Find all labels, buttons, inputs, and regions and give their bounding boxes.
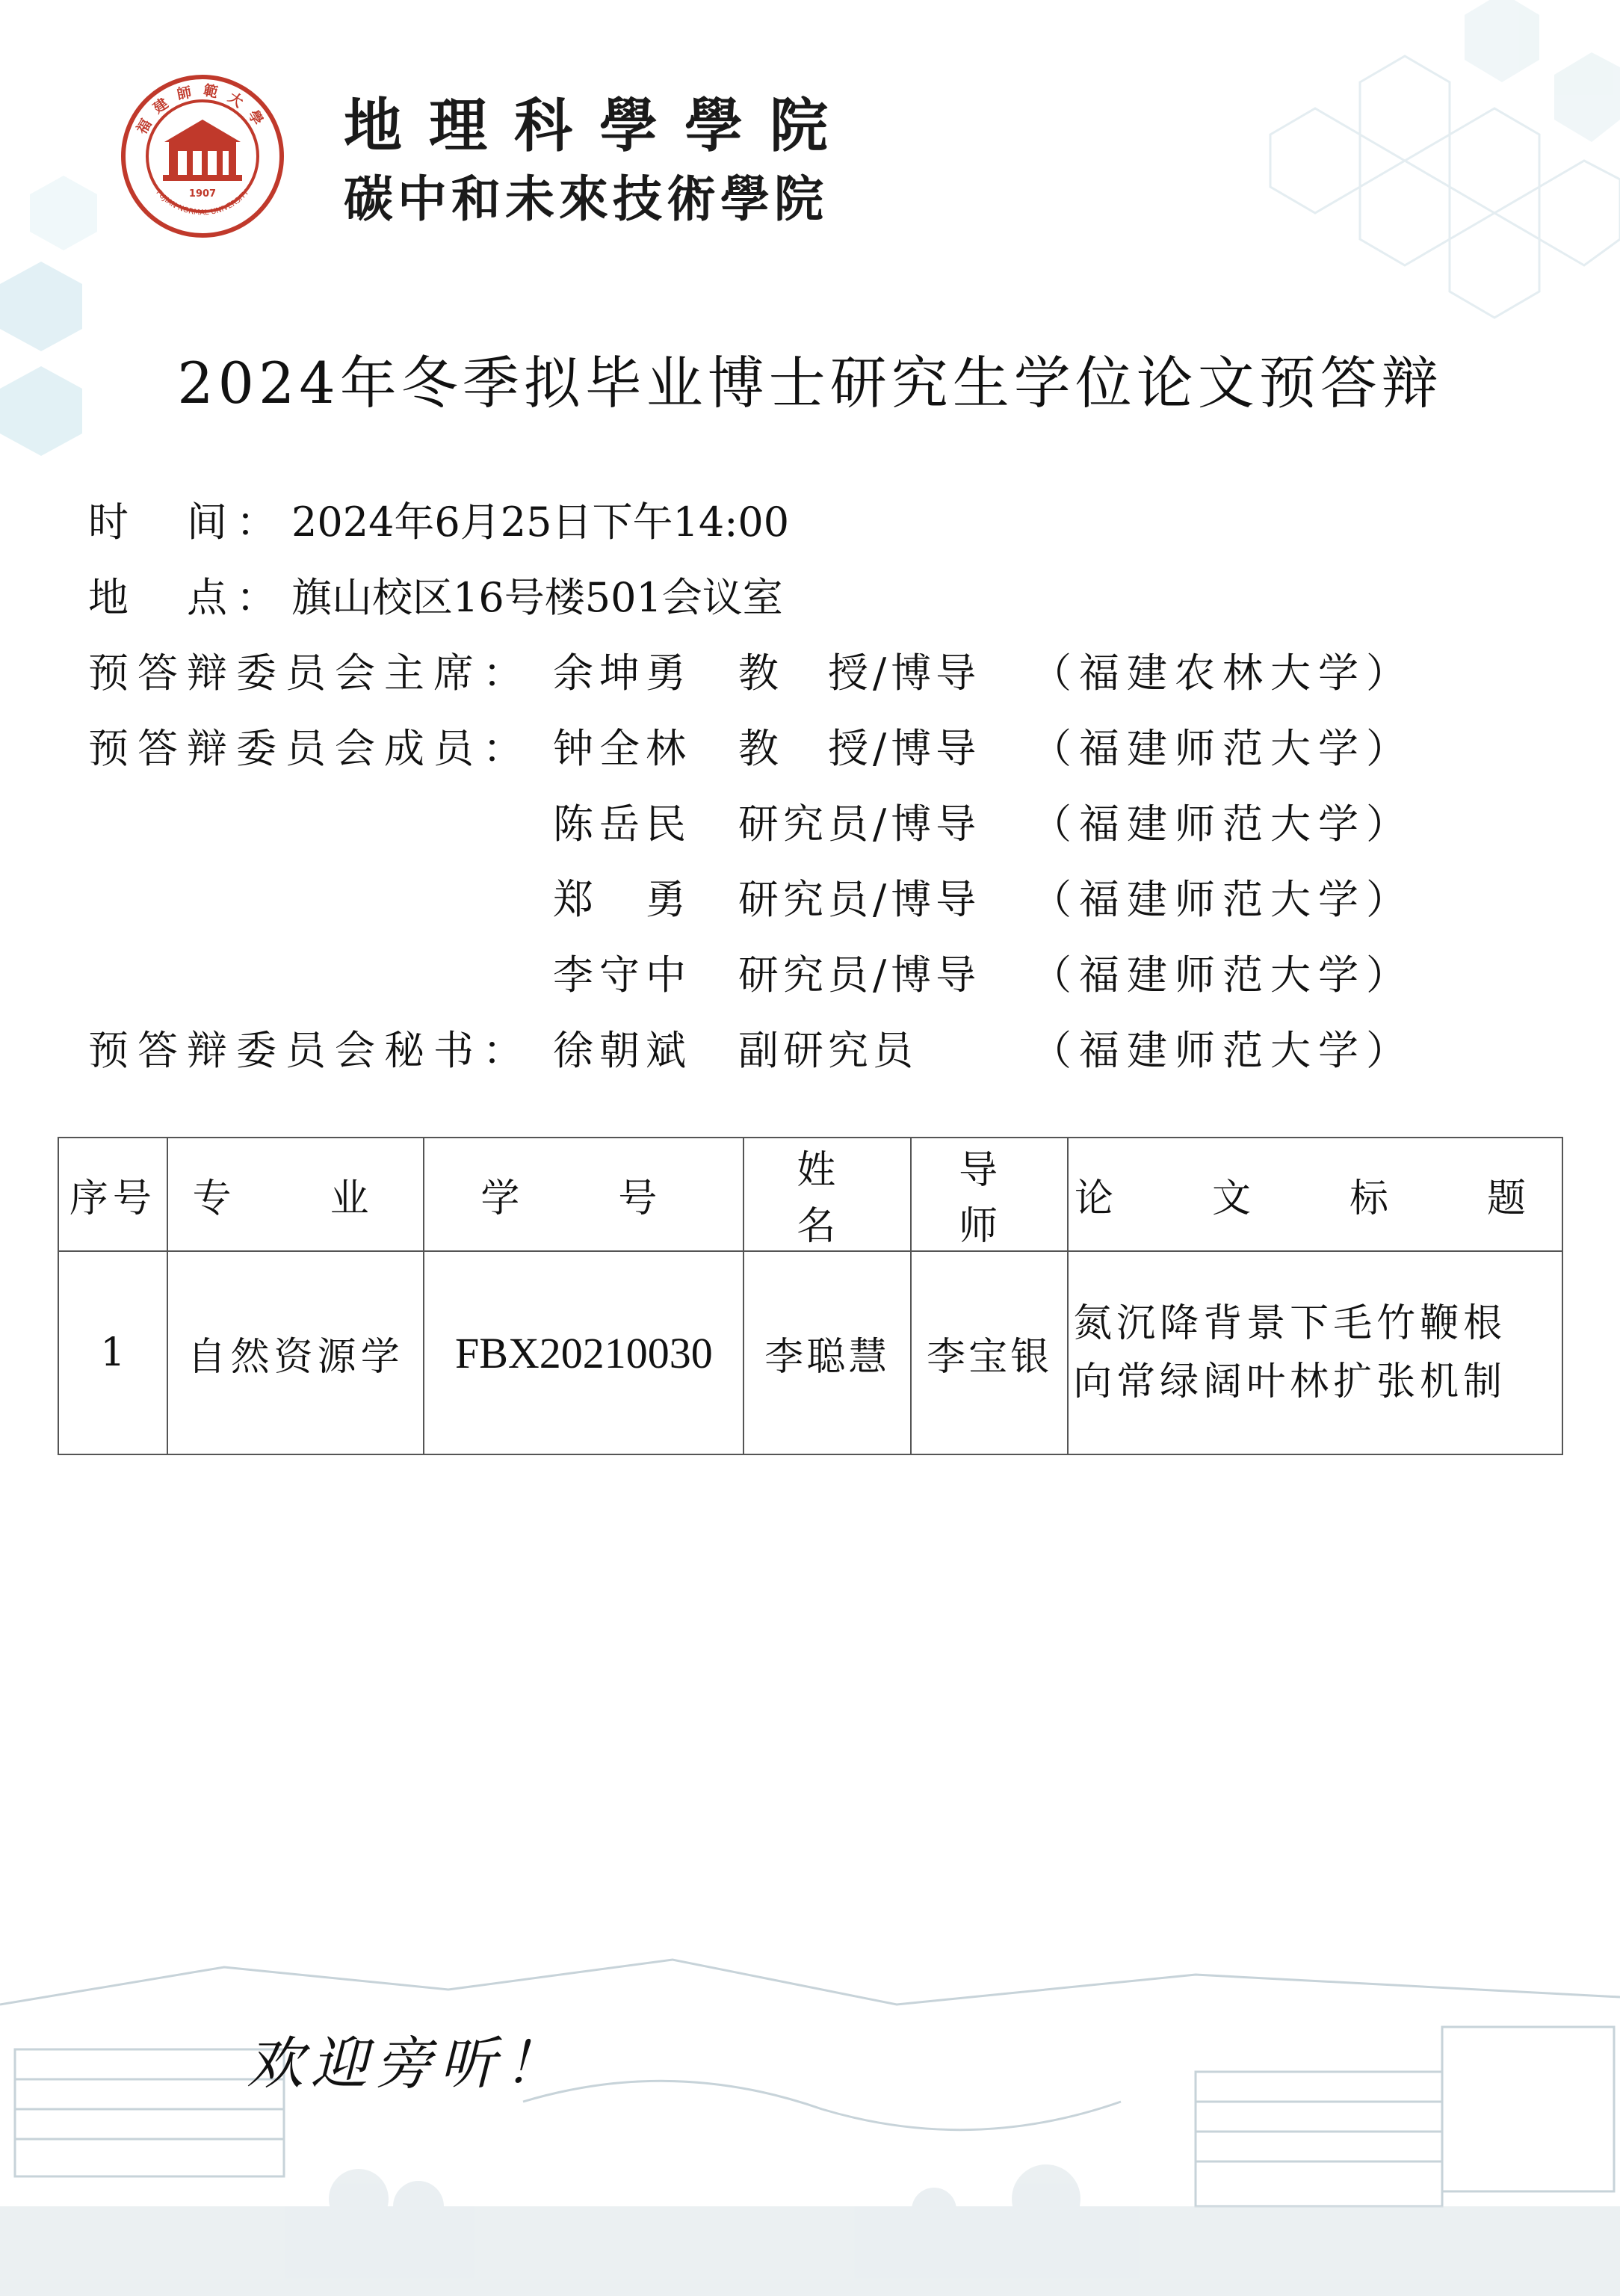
- table-header-cell: 导 师: [911, 1138, 1068, 1251]
- cell-major: 自然资源学: [167, 1251, 424, 1454]
- defense-info: [88, 484, 1414, 1088]
- chair-label: 预答辩委员会主席：: [88, 649, 532, 697]
- school-name-block: [344, 90, 855, 236]
- welcome-message: 欢迎旁听！: [247, 2030, 568, 2096]
- person-unit: （福建师范大学）: [1031, 725, 1414, 772]
- cell-thesis-title: [1068, 1251, 1562, 1454]
- person-name: 陈岳民: [553, 800, 692, 848]
- time-label: 时 间：: [88, 499, 285, 546]
- thesis-title-line1: 氮沉降背景下毛竹鞭根: [1073, 1301, 1507, 1346]
- person-unit: （福建师范大学）: [1031, 800, 1414, 848]
- place-value: 旗山校区16号楼501会议室: [291, 574, 783, 621]
- school-name-line1: 地理科學學院: [344, 93, 856, 160]
- table-header-cell: 姓 名: [743, 1138, 911, 1251]
- person-name: 郑 勇: [553, 876, 692, 923]
- person-unit: （福建师范大学）: [1031, 1027, 1414, 1074]
- cell-number: 1: [58, 1251, 167, 1454]
- svg-text:福建師範大學: 福建師範大學: [133, 81, 272, 138]
- page-title: 2024年冬季拟毕业博士研究生学位论文预答辩: [177, 350, 1443, 416]
- person-unit: （福建师范大学）: [1031, 951, 1414, 999]
- place-label: 地 点：: [88, 574, 285, 621]
- person-name: 余坤勇: [553, 649, 692, 697]
- member-row: [88, 862, 1414, 937]
- time-row: [88, 484, 790, 560]
- table-row: [58, 1251, 1562, 1454]
- person-name: 钟全林: [553, 725, 692, 772]
- member-row: [88, 711, 1414, 786]
- defense-schedule-table: [58, 1137, 1563, 1455]
- person-name: 徐朝斌: [553, 1027, 692, 1074]
- person-name: 李守中: [553, 951, 692, 999]
- table-header-row: [58, 1138, 1562, 1251]
- thesis-title-line2: 向常绿阔叶林扩张机制: [1073, 1360, 1507, 1404]
- chair-row: [88, 635, 1414, 711]
- secretary-label: 预答辩委员会秘书：: [88, 1027, 532, 1074]
- table-header-cell: 学 号: [424, 1138, 743, 1251]
- secretary-row: [88, 1013, 1414, 1088]
- place-row: [88, 560, 783, 635]
- table-header-cell: 论 文 标 题: [1068, 1138, 1562, 1251]
- person-rank: 研究员/博导: [738, 800, 981, 848]
- table-header-cell: 序号: [58, 1138, 167, 1251]
- campus-sketch-background: [0, 1877, 1620, 2296]
- person-unit: （福建农林大学）: [1031, 649, 1414, 697]
- svg-text:1907: 1907: [188, 188, 217, 200]
- cell-student-id: FBX20210030: [424, 1251, 743, 1454]
- person-rank: 教 授/博导: [738, 649, 981, 697]
- cell-advisor: 李宝银: [911, 1251, 1068, 1454]
- person-rank: 教 授/博导: [738, 725, 981, 772]
- members-label: 预答辩委员会成员：: [88, 725, 532, 772]
- time-value: 2024年6月25日下午14:00: [291, 499, 790, 546]
- person-unit: （福建师范大学）: [1031, 876, 1414, 923]
- cell-student-name: 李聪慧: [743, 1251, 911, 1454]
- person-rank: 副研究员: [738, 1027, 918, 1074]
- university-seal-logo: [120, 73, 285, 239]
- svg-text:FUJIAN NORMAL UNIVERSITY: FUJIAN NORMAL UNIVERSITY: [154, 188, 251, 217]
- member-row: [88, 786, 1414, 862]
- table-header-cell: 专 业: [167, 1138, 424, 1251]
- person-rank: 研究员/博导: [738, 951, 981, 999]
- person-rank: 研究员/博导: [738, 876, 981, 923]
- school-name-line2: 碳中和未來技術學院: [344, 170, 828, 228]
- member-row: [88, 937, 1414, 1013]
